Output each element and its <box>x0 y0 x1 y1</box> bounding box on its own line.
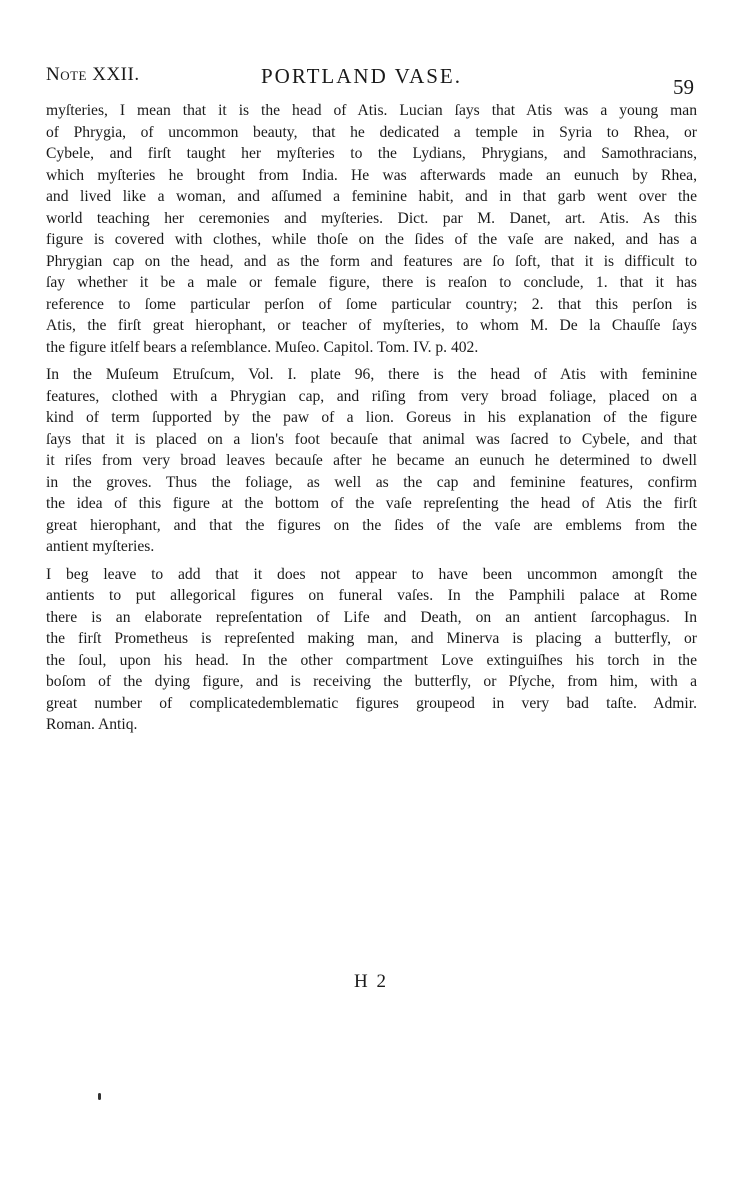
text-line: Atis, the firſt great hierophant, or teacher of myſteries, to whom M. De la Chauſſe ſays <box>46 317 697 334</box>
text-line: reference to ſome particular perſon of ſome particular country; 2. that this perſon is <box>46 295 697 313</box>
text-line: world teaching her ceremonies and myſteries. Dict. par M. Danet, art. Atis. As this <box>46 209 697 227</box>
text-line: figure is covered with clothes, while thoſe on the ſides of the vaſe are naked, and has a <box>46 231 697 248</box>
paragraph-3 <box>46 564 697 736</box>
text-line: boſom of the dying figure, and is receiving the butterfly, or Pſyche, from him, with a <box>46 673 697 690</box>
text-line: the ſoul, upon his head. In the other compartment Love extinguiſhes his torch in the <box>46 651 697 669</box>
text-line: it riſes from very broad leaves becauſe after he became an eunuch he determined to dwell <box>46 452 697 469</box>
text-line: great hierophant, and that the figures on the ſides of the vaſe are emblems from the <box>46 516 697 534</box>
running-head <box>46 60 694 99</box>
body-text <box>46 100 697 742</box>
text-line: and lived like a woman, and aſſumed a feminine habit, and in that garb went over the <box>46 188 697 205</box>
text-line: antient myſteries. <box>46 538 155 555</box>
text-line: Roman. Antiq. <box>46 716 138 733</box>
text-line: antients to put allegorical figures on funeral vaſes. In the Pamphili palace at Rome <box>46 587 697 604</box>
text-line: ſays that it is placed on a lion's foot becauſe that animal was ſacred to Cybele, and that <box>46 430 697 448</box>
paragraph-2 <box>46 364 697 558</box>
text-line: Cybele, and firſt taught her myſteries to the Lydians, Phrygians, and Samothracians, <box>46 145 697 162</box>
note-label: Note XXII. <box>46 64 140 85</box>
text-line: Phrygian cap on the head, and as the form and features are ſo ſoft, that it is difficult to <box>46 252 697 270</box>
text-line: kind of term ſupported by the paw of a lion. Goreus in his explanation of the figure <box>46 409 697 426</box>
text-line: ſay whether it be a male or female figure, there is reaſon to conclude, 1. that it has <box>46 274 697 291</box>
text-line: in the groves. Thus the foliage, as well as the cap and feminine features, confirm <box>46 473 697 491</box>
text-line: the firſt Prometheus is repreſented making man, and Minerva is placing a butterfly, or <box>46 630 697 647</box>
signature-mark: H 2 <box>354 971 388 992</box>
text-line: I beg leave to add that it does not appear to have been uncommon amongſt the <box>46 565 697 583</box>
text-line: which myſteries he brought from India. He was afterwards made an eunuch by Rhea, <box>46 166 697 184</box>
ink-speck <box>98 1093 101 1100</box>
text-line: In the Muſeum Etruſcum, Vol. I. plate 96, there is the head of Atis with feminine <box>46 366 697 383</box>
text-line: features, clothed with a Phrygian cap, and riſing from very broad foliage, placed on a <box>46 387 697 405</box>
text-line: the figure itſelf bears a reſemblance. Muſeo. Capitol. Tom. IV. p. 402. <box>46 338 479 356</box>
text-line: great number of complicatedemblematic figures groupeod in very bad taſte. Admir. <box>46 694 697 712</box>
text-line: of Phrygia, of uncommon beauty, that he dedicated a temple in Syria to Rhea, or <box>46 123 697 141</box>
running-title: PORTLAND VASE. <box>261 64 462 88</box>
text-line: myſteries, I mean that it is the head of Atis. Lucian ſays that Atis was a young man <box>46 102 697 119</box>
text-line: there is an elaborate repreſentation of Life and Death, on an antient ſarcophagus. In <box>46 608 697 626</box>
paragraph-1 <box>46 100 697 358</box>
page-number: 59 <box>673 75 694 99</box>
text-line: the idea of this figure at the bottom of the vaſe repreſenting the head of Atis the firſt <box>46 495 697 512</box>
